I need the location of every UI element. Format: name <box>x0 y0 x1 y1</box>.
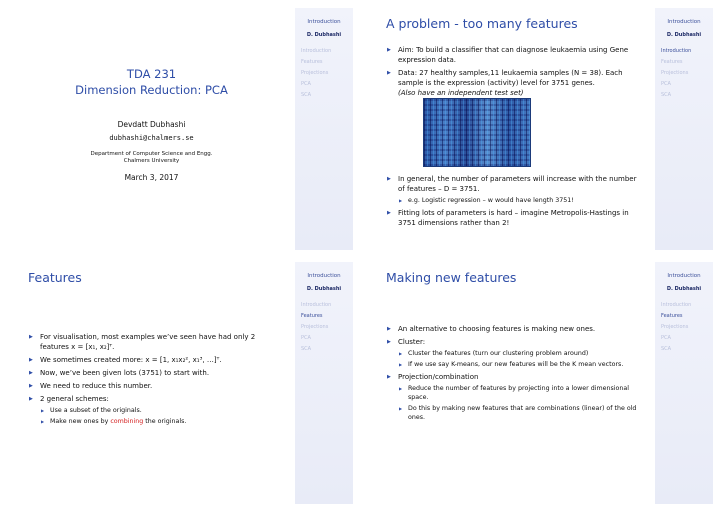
bullet-fitting: ▶ Fitting lots of parameters is hard – imagine Metropolis-Hastings in 3751 dimensions rather than 2! <box>386 208 638 228</box>
making-features-slide <box>368 262 713 504</box>
sidebar <box>295 8 353 250</box>
sub-bullet-logistic: ▶ e.g. Logistic regression – w would have length 3751! <box>398 196 638 205</box>
sidebar-item-features[interactable]: Features <box>661 313 683 319</box>
sub-bullet-reduce: ▶ Reduce the number of features by projecting into a lower dimensional space. <box>398 384 640 402</box>
sidebar-item-projections[interactable]: Projections <box>301 70 329 76</box>
bullet-parameters <box>386 174 638 205</box>
sidebar-author: D. Dubhashi <box>306 32 342 38</box>
bullet-parameters-text: In general, the number of parameters will increase with the number of features – D = 3751. <box>398 175 637 193</box>
sidebar-item-sca[interactable]: SCA <box>661 346 672 352</box>
author-name: Devdatt Dubhashi <box>117 120 186 129</box>
sidebar-item-projections[interactable]: Projections <box>661 324 689 330</box>
bullet-created: ▶ We sometimes created more: x = [1, x₁x₂², x₁³, …]ᵀ. <box>28 355 278 365</box>
date: March 3, 2017 <box>124 173 179 182</box>
sidebar-section: Introduction <box>667 273 701 279</box>
sidebar-item-sca[interactable]: SCA <box>301 346 312 352</box>
frame-title: Features <box>28 270 82 285</box>
sidebar-section: Introduction <box>667 19 701 25</box>
sidebar-section: Introduction <box>307 19 341 25</box>
bullet-data-text: Data: 27 healthy samples,11 leukaemia samples (N = 38). Each sample is the expression (activity) level for 3751 genes. <box>398 69 623 87</box>
bullet-schemes-text: 2 general schemes: <box>40 395 109 403</box>
sidebar <box>655 262 713 504</box>
sidebar-item-introduction[interactable]: Introduction <box>301 48 332 54</box>
sidebar-item-pca[interactable]: PCA <box>301 335 311 341</box>
bullet-projection <box>386 372 640 422</box>
sidebar-item-introduction[interactable]: Introduction <box>661 302 692 308</box>
sidebar-author: D. Dubhashi <box>306 286 342 292</box>
sidebar <box>655 8 713 250</box>
bullet-alternative: ▶ An alternative to choosing features is making new ones. <box>386 324 640 334</box>
bullet-cluster-text: Cluster: <box>398 338 426 346</box>
sidebar-item-introduction[interactable]: Introduction <box>301 302 332 308</box>
sidebar-item-introduction[interactable]: Introduction <box>661 48 692 54</box>
sub-bullet-subset: ▶ Use a subset of the originals. <box>40 406 278 415</box>
bullet-data-note: (Also have an independent test set) <box>398 89 524 97</box>
bullet-aim: ▶ Aim: To build a classifier that can diagnose leukaemia using Gene expression data. <box>386 45 638 65</box>
sidebar-author: D. Dubhashi <box>666 32 702 38</box>
bullet-projection-text: Projection/combination <box>398 373 479 381</box>
department: Department of Computer Science and Engg. <box>90 151 213 157</box>
sidebar-item-projections[interactable]: Projections <box>661 70 689 76</box>
sub-bullet-kmeans: ▶ If we use say K-means, our new features will be the K mean vectors. <box>398 360 640 369</box>
sidebar-item-pca[interactable]: PCA <box>301 81 311 87</box>
problem-slide <box>368 8 713 250</box>
sidebar-item-features[interactable]: Features <box>301 59 323 65</box>
bullet-given-lots: ▶ Now, we’ve been given lots (3751) to start with. <box>28 368 278 378</box>
bullet-cluster <box>386 337 640 369</box>
gene-expression-heatmap <box>423 98 531 167</box>
sub-bullet-combinations: ▶ Do this by making new features that are combinations (linear) of the old ones. <box>398 404 640 422</box>
course-code: TDA 231 <box>126 67 177 81</box>
university: Chalmers University <box>123 158 180 164</box>
sidebar-item-pca[interactable]: PCA <box>661 335 671 341</box>
sidebar-item-features[interactable]: Features <box>661 59 683 65</box>
sub-bullet-combine <box>40 417 278 426</box>
sidebar-author: D. Dubhashi <box>666 286 702 292</box>
sub-bullet-cluster-features: ▶ Cluster the features (turn our clustering problem around) <box>398 349 640 358</box>
combine-highlight: combining <box>110 418 144 425</box>
combine-post: the originals. <box>143 418 187 425</box>
bullet-data <box>386 68 638 98</box>
author-email: dubhashi@chalmers.se <box>109 134 194 142</box>
bullet-schemes <box>28 394 278 426</box>
bullet-visualisation: ▶ For visualisation, most examples we’ve seen have had only 2 features x = [x₁, x₂]ᵀ. <box>28 332 278 352</box>
lecture-title: Dimension Reduction: PCA <box>75 83 228 97</box>
sidebar <box>295 262 353 504</box>
title-slide <box>8 8 353 250</box>
sidebar-item-projections[interactable]: Projections <box>301 324 329 330</box>
sidebar-item-features[interactable]: Features <box>301 313 323 319</box>
combine-pre: Make new ones by <box>50 418 111 425</box>
frame-title: A problem - too many features <box>386 16 578 31</box>
sidebar-item-sca[interactable]: SCA <box>301 92 312 98</box>
features-slide <box>8 262 353 504</box>
sidebar-item-pca[interactable]: PCA <box>661 81 671 87</box>
frame-title: Making new features <box>386 270 517 285</box>
sidebar-item-sca[interactable]: SCA <box>661 92 672 98</box>
sidebar-section: Introduction <box>307 273 341 279</box>
bullet-reduce: ▶ We need to reduce this number. <box>28 381 278 391</box>
